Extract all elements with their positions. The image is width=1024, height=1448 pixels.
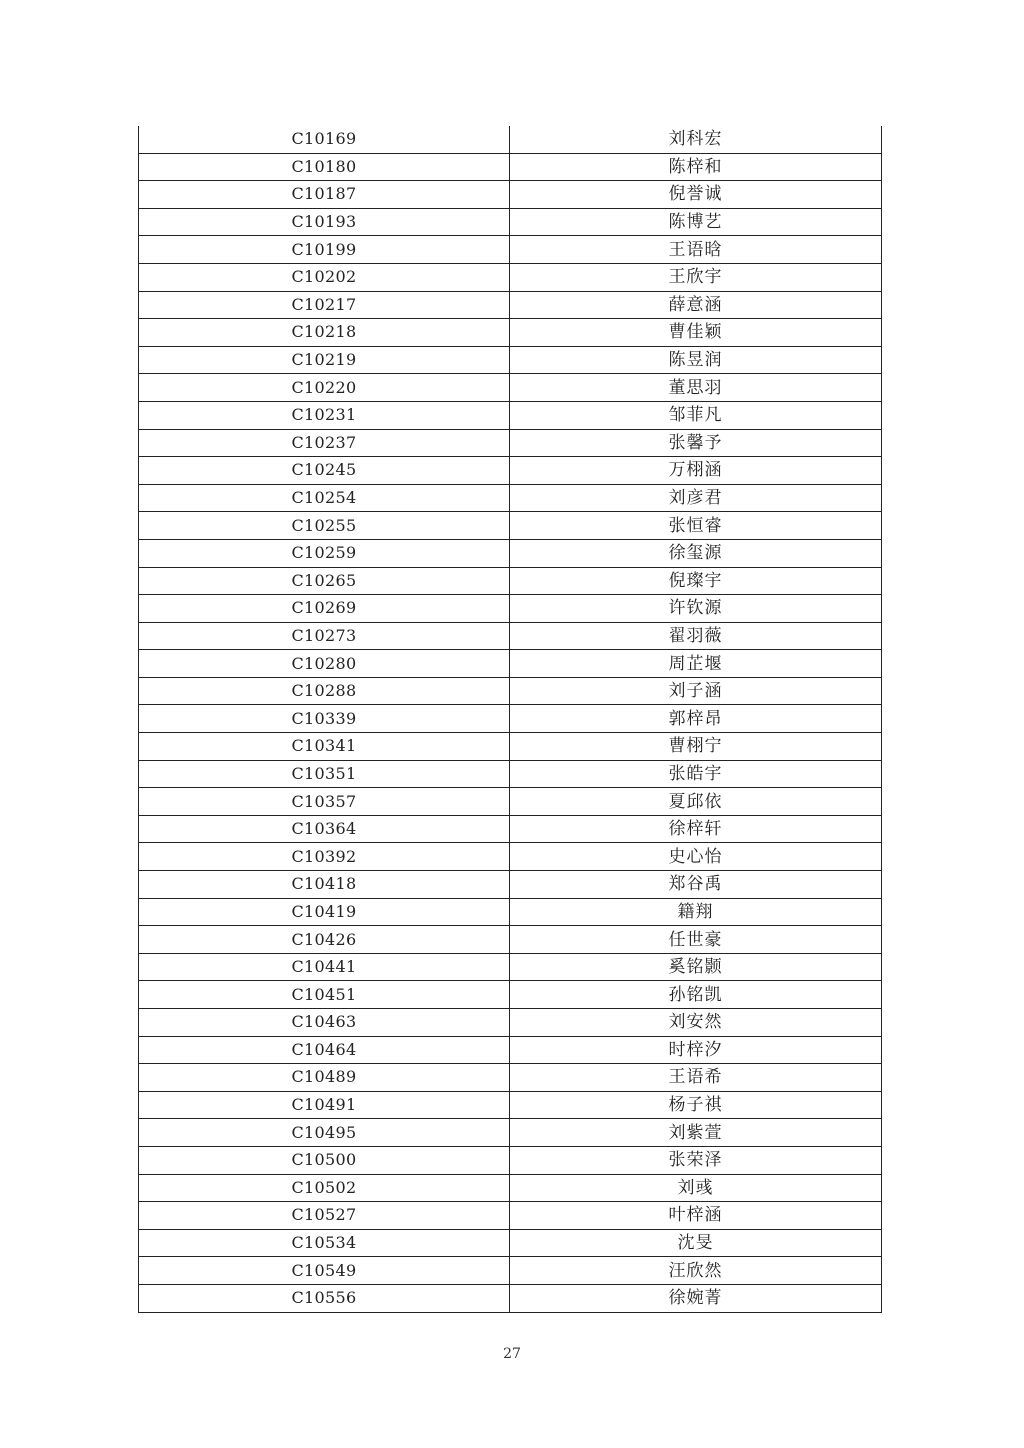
name-cell: 张荣泽 <box>510 1146 882 1174</box>
name-cell: 曹栩宁 <box>510 733 882 761</box>
id-cell: C10502 <box>139 1174 510 1202</box>
name-cell: 刘子涵 <box>510 677 882 705</box>
name-cell: 奚铭颢 <box>510 953 882 981</box>
name-cell: 曹佳颖 <box>510 319 882 347</box>
table-row <box>139 595 882 623</box>
id-cell: C10441 <box>139 953 510 981</box>
table-row <box>139 1202 882 1230</box>
name-cell: 郭梓昂 <box>510 705 882 733</box>
id-cell: C10180 <box>139 153 510 181</box>
name-cell: 杨子祺 <box>510 1091 882 1119</box>
name-cell: 徐婉菁 <box>510 1284 882 1312</box>
table-row <box>139 126 882 153</box>
table-row <box>139 484 882 512</box>
id-cell: C10419 <box>139 898 510 926</box>
id-cell: C10187 <box>139 181 510 209</box>
name-cell: 刘安然 <box>510 1009 882 1037</box>
table-row <box>139 898 882 926</box>
id-cell: C10193 <box>139 208 510 236</box>
id-cell: C10259 <box>139 539 510 567</box>
name-cell: 徐玺源 <box>510 539 882 567</box>
table-row <box>139 1146 882 1174</box>
name-cell: 沈旻 <box>510 1229 882 1257</box>
table-row <box>139 677 882 705</box>
table-row <box>139 512 882 540</box>
id-cell: C10217 <box>139 291 510 319</box>
id-cell: C10269 <box>139 595 510 623</box>
name-cell: 夏邱依 <box>510 788 882 816</box>
table-row <box>139 622 882 650</box>
id-cell: C10237 <box>139 429 510 457</box>
name-cell: 周芷堰 <box>510 650 882 678</box>
table-row <box>139 291 882 319</box>
table-row <box>139 1284 882 1312</box>
table-row <box>139 153 882 181</box>
id-cell: C10220 <box>139 374 510 402</box>
name-cell: 万栩涵 <box>510 457 882 485</box>
id-cell: C10254 <box>139 484 510 512</box>
id-cell: C10255 <box>139 512 510 540</box>
name-cell: 刘彧 <box>510 1174 882 1202</box>
name-cell: 陈梓和 <box>510 153 882 181</box>
id-cell: C10169 <box>139 126 510 153</box>
id-cell: C10199 <box>139 236 510 264</box>
id-cell: C10489 <box>139 1064 510 1092</box>
id-cell: C10280 <box>139 650 510 678</box>
table-row <box>139 1174 882 1202</box>
table-row <box>139 1257 882 1285</box>
id-cell: C10245 <box>139 457 510 485</box>
table-row <box>139 815 882 843</box>
id-cell: C10341 <box>139 733 510 761</box>
table-row <box>139 1119 882 1147</box>
name-cell: 刘紫萱 <box>510 1119 882 1147</box>
table-row <box>139 374 882 402</box>
name-cell: 陈博艺 <box>510 208 882 236</box>
name-cell: 徐梓轩 <box>510 815 882 843</box>
table-row <box>139 953 882 981</box>
table-row <box>139 1036 882 1064</box>
name-cell: 汪欣然 <box>510 1257 882 1285</box>
table-row <box>139 926 882 954</box>
table-row <box>139 1064 882 1092</box>
table-row <box>139 705 882 733</box>
table-row <box>139 539 882 567</box>
table-row <box>139 208 882 236</box>
name-cell: 倪誉诚 <box>510 181 882 209</box>
id-cell: C10418 <box>139 871 510 899</box>
name-cell: 史心怡 <box>510 843 882 871</box>
name-cell: 时梓汐 <box>510 1036 882 1064</box>
name-cell: 王语晗 <box>510 236 882 264</box>
id-cell: C10202 <box>139 263 510 291</box>
table-row <box>139 843 882 871</box>
name-cell: 翟羽薇 <box>510 622 882 650</box>
table-row <box>139 429 882 457</box>
table-row <box>139 1229 882 1257</box>
name-cell: 王欣宇 <box>510 263 882 291</box>
table-row <box>139 401 882 429</box>
id-cell: C10219 <box>139 346 510 374</box>
table-row <box>139 650 882 678</box>
id-cell: C10218 <box>139 319 510 347</box>
page-number: 27 <box>503 1346 521 1362</box>
name-cell: 籍翔 <box>510 898 882 926</box>
table-row <box>139 1091 882 1119</box>
table-row <box>139 236 882 264</box>
id-cell: C10534 <box>139 1229 510 1257</box>
id-cell: C10357 <box>139 788 510 816</box>
table-row <box>139 263 882 291</box>
name-cell: 张馨予 <box>510 429 882 457</box>
id-cell: C10339 <box>139 705 510 733</box>
name-cell: 刘彦君 <box>510 484 882 512</box>
id-cell: C10426 <box>139 926 510 954</box>
id-cell: C10351 <box>139 760 510 788</box>
id-cell: C10231 <box>139 401 510 429</box>
name-cell: 孙铭凯 <box>510 981 882 1009</box>
id-cell: C10500 <box>139 1146 510 1174</box>
name-cell: 任世豪 <box>510 926 882 954</box>
table-row <box>139 1009 882 1037</box>
id-cell: C10451 <box>139 981 510 1009</box>
name-cell: 许钦源 <box>510 595 882 623</box>
name-cell: 王语希 <box>510 1064 882 1092</box>
roster-table-container <box>138 126 879 1313</box>
name-cell: 刘科宏 <box>510 126 882 153</box>
table-row <box>139 346 882 374</box>
table-row <box>139 457 882 485</box>
table-row <box>139 181 882 209</box>
id-cell: C10495 <box>139 1119 510 1147</box>
id-cell: C10463 <box>139 1009 510 1037</box>
id-cell: C10464 <box>139 1036 510 1064</box>
id-cell: C10491 <box>139 1091 510 1119</box>
name-cell: 倪璨宇 <box>510 567 882 595</box>
name-cell: 陈昱润 <box>510 346 882 374</box>
id-cell: C10527 <box>139 1202 510 1230</box>
name-cell: 邹菲凡 <box>510 401 882 429</box>
id-cell: C10265 <box>139 567 510 595</box>
table-row <box>139 319 882 347</box>
name-cell: 张皓宇 <box>510 760 882 788</box>
table-row <box>139 733 882 761</box>
table-row <box>139 567 882 595</box>
name-cell: 郑谷禹 <box>510 871 882 899</box>
name-cell: 董思羽 <box>510 374 882 402</box>
id-cell: C10556 <box>139 1284 510 1312</box>
id-cell: C10549 <box>139 1257 510 1285</box>
id-cell: C10392 <box>139 843 510 871</box>
name-cell: 薛意涵 <box>510 291 882 319</box>
name-cell: 叶梓涵 <box>510 1202 882 1230</box>
table-row <box>139 981 882 1009</box>
table-row <box>139 760 882 788</box>
table-row <box>139 788 882 816</box>
id-cell: C10364 <box>139 815 510 843</box>
roster-table <box>138 126 882 1313</box>
id-cell: C10273 <box>139 622 510 650</box>
id-cell: C10288 <box>139 677 510 705</box>
table-row <box>139 871 882 899</box>
name-cell: 张恒睿 <box>510 512 882 540</box>
roster-table-body <box>139 126 882 1312</box>
